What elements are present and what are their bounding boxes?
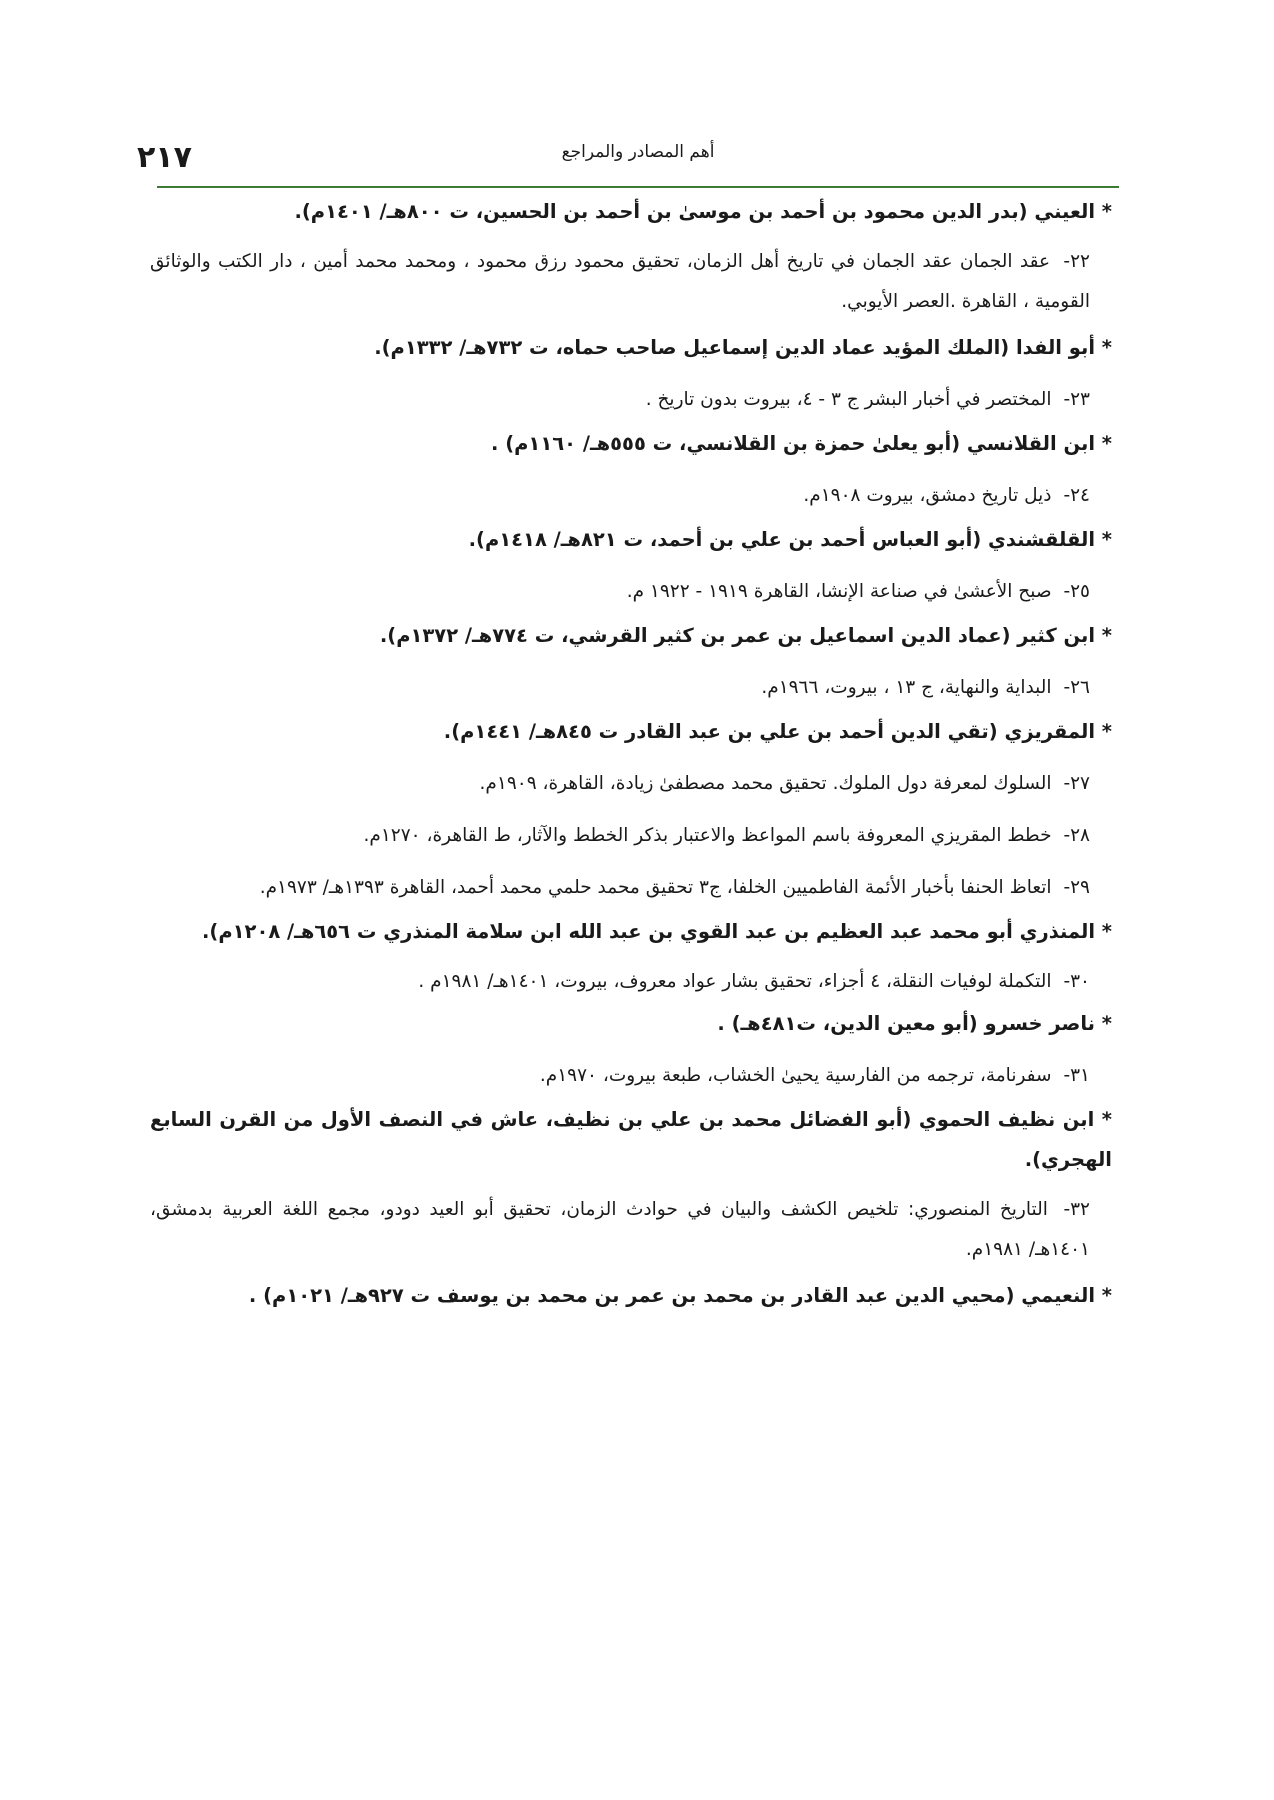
reference-text: ذيل تاريخ دمشق، بيروت ١٩٠٨م. — [803, 485, 1052, 506]
author-heading: * القلقشندي (أبو العباس أحمد بن علي بن أحمد، ت ٨٢١هـ/ ١٤١٨م). — [468, 528, 1112, 551]
reference-item — [150, 476, 1120, 516]
bibliography-entry — [150, 328, 1120, 420]
reference-text: اتعاظ الحنفا بأخبار الأئمة الفاطميين الخلفا، ج٣ تحقيق محمد حلمي محمد أحمد، القاهرة ١٣٩٣هـ/ ١٩٧٣م. — [259, 877, 1052, 898]
reference-number: ٢٢- — [1063, 251, 1090, 272]
reference-item — [150, 242, 1120, 322]
bibliography-entry — [150, 1276, 1120, 1316]
reference-item — [150, 1056, 1120, 1096]
bibliography-entry — [150, 424, 1120, 516]
reference-item — [150, 668, 1120, 708]
reference-number: ٣٢- — [1063, 1199, 1090, 1220]
author-heading: * ابن نظيف الحموي (أبو الفضائل محمد بن علي بن نظيف، عاش في النصف الأول من القرن السابع الهجري). — [150, 1108, 1112, 1171]
reference-number: ٢٩- — [1063, 877, 1090, 898]
reference-number: ٢٥- — [1063, 581, 1090, 602]
reference-item — [150, 380, 1120, 420]
bibliography-entry — [150, 912, 1120, 1002]
bibliography-entry — [150, 520, 1120, 612]
reference-text: التاريخ المنصوري: تلخيص الكشف والبيان في حوادث الزمان، تحقيق أبو العيد دودو، مجمع اللغة العربية بدمشق، ١٤٠١هـ/ ١٩٨١م. — [150, 1199, 1090, 1260]
reference-number: ٣١- — [1063, 1065, 1090, 1086]
reference-number: ٣٠- — [1063, 971, 1090, 992]
reference-item — [150, 868, 1120, 908]
reference-text: المختصر في أخبار البشر ج ٣ - ٤، بيروت بدون تاريخ . — [645, 389, 1052, 410]
page-header — [137, 120, 1119, 188]
reference-text: السلوك لمعرفة دول الملوك. تحقيق محمد مصطفىٰ زيادة، القاهرة، ١٩٠٩م. — [479, 773, 1052, 794]
bibliography-entry — [150, 192, 1120, 322]
author-heading: * المقريزي (تقي الدين أحمد بن علي بن عبد القادر ت ٨٤٥هـ/ ١٤٤١م). — [443, 720, 1112, 743]
running-title: أهم المصادر والمراجع — [561, 142, 715, 162]
reference-item — [150, 572, 1120, 612]
bibliography-list — [150, 188, 1120, 1316]
reference-number: ٢٨- — [1063, 825, 1090, 846]
author-heading: * المنذري أبو محمد عبد العظيم بن عبد القوي بن عبد الله ابن سلامة المنذري ت ٦٥٦هـ/ ١٢٠٨م). — [202, 920, 1112, 943]
reference-text: خطط المقريزي المعروفة باسم المواعظ والاعتبار بذكر الخطط والآثار، ط القاهرة، ١٢٧٠م. — [363, 825, 1052, 846]
bibliography-entry — [150, 616, 1120, 708]
reference-text: التكملة لوفيات النقلة، ٤ أجزاء، تحقيق بشار عواد معروف، بيروت، ١٤٠١هـ/ ١٩٨١م . — [418, 971, 1052, 992]
reference-item — [150, 1190, 1120, 1270]
reference-text: صبح الأعشىٰ في صناعة الإنشا، القاهرة ١٩١٩ - ١٩٢٢ م. — [626, 581, 1052, 602]
reference-item — [150, 764, 1120, 804]
reference-item — [150, 816, 1120, 856]
reference-number: ٢٧- — [1063, 773, 1090, 794]
bibliography-entry — [150, 1004, 1120, 1096]
author-heading: * أبو الفدا (الملك المؤيد عماد الدين إسماعيل صاحب حماه، ت ٧٣٢هـ/ ١٣٣٢م). — [374, 336, 1112, 359]
author-heading: * ابن كثير (عماد الدين اسماعيل بن عمر بن كثير القرشي، ت ٧٧٤هـ/ ١٣٧٢م). — [379, 624, 1112, 647]
bibliography-entry — [150, 712, 1120, 908]
reference-text: عقد الجمان عقد الجمان في تاريخ أهل الزمان، تحقيق محمود رزق محمود ، ومحمد محمد أمين ، دار الكتب والوثائق القومية ، القاهرة .العصر الأيوبي. — [150, 251, 1090, 312]
reference-item — [150, 962, 1120, 1002]
bibliography-entry — [150, 1100, 1120, 1270]
author-heading: * ناصر خسرو (أبو معين الدين، ت٤٨١هـ) . — [717, 1012, 1112, 1035]
reference-text: البداية والنهاية، ج ١٣ ، بيروت، ١٩٦٦م. — [761, 677, 1052, 698]
author-heading: * ابن القلانسي (أبو يعلىٰ حمزة بن القلانسي، ت ٥٥٥هـ/ ١١٦٠م) . — [491, 432, 1112, 455]
reference-number: ٢٣- — [1063, 389, 1090, 410]
author-heading: * العيني (بدر الدين محمود بن أحمد بن موسىٰ بن أحمد بن الحسين، ت ٨٠٠هـ/ ١٤٠١م). — [294, 200, 1112, 223]
reference-text: سفرنامة، ترجمه من الفارسية يحيىٰ الخشاب، طبعة بيروت، ١٩٧٠م. — [539, 1065, 1052, 1086]
reference-number: ٢٤- — [1063, 485, 1090, 506]
page-number: ٢١٧ — [137, 140, 192, 175]
author-heading: * النعيمي (محيي الدين عبد القادر بن محمد بن عمر بن محمد بن يوسف ت ٩٢٧هـ/ ١٠٢١م) . — [248, 1284, 1112, 1307]
reference-number: ٢٦- — [1063, 677, 1090, 698]
